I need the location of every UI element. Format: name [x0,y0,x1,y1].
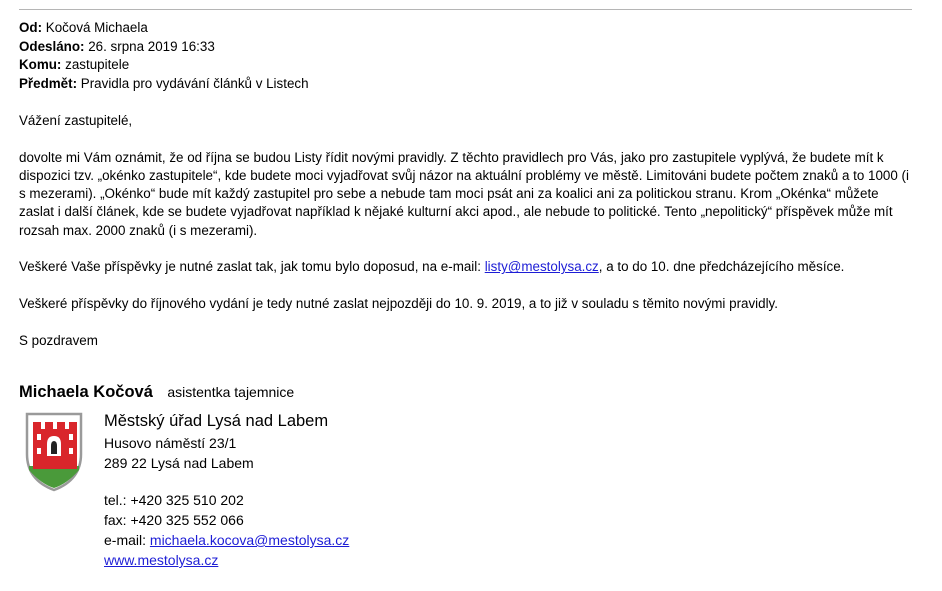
sent-label: Odesláno: [19,38,85,54]
contact-spacer [104,473,349,490]
header-divider [19,9,912,10]
from-label: Od: [19,20,43,35]
closing: S pozdravem [19,332,98,348]
website-line [104,550,349,570]
to-label: Komu: [19,57,62,72]
signature-name: Michaela Kočová [19,383,153,401]
to-row [19,56,309,75]
coat-of-arms-icon [23,410,85,492]
subject-value: Pravidla pro vydávání článků v Listech [80,75,309,91]
greeting: Vážení zastupitelé, [19,113,133,128]
submission-text-after: , a to do 10. dne předcházejícího měsíce. [598,259,845,275]
body-paragraph-rules: dovolte mi Vám oznámit, že od října se budou Listy řídit novými pravidly. Z těchto pravidlech pro Vás, jako pro zastupitele vyplývá, že budete mít k dispozici tzv. „okénko zastupitele“, kde budete moci vyjadřovat svůj názor na aktuální problémy ve městě. Limitováni budete počtem znaků a to 1000 (i s mezerami). „Okénko“ bude mít každý zastupitel pro sebe a nebude tam moci psát ani za koalici ani za politickou stranu. Krom „Okénka“ můžete zaslat i další článek, kde se budete vyjadřovat například k nějaké kulturní akci apod., ale nebude to politické. Tento „nepolitický“ příspěvek může mít rozsah max. 2000 znaků (i s mezerami). [19,149,909,238]
phone-line: tel.: +420 325 510 202 [104,492,244,508]
address-line-1: Husovo náměstí 23/1 [104,435,237,451]
signature-contact-block [104,410,349,570]
from-value: Kočová Michaela [45,20,148,35]
sent-value: 26. srpna 2019 16:33 [88,38,215,54]
body-paragraph-submission [19,258,912,276]
subject-label: Předmět: [19,75,78,91]
subject-row [19,75,309,94]
email-body [19,112,912,368]
fax-line: fax: +420 325 552 066 [104,512,244,528]
address-line-2: 289 22 Lysá nad Labem [104,455,254,471]
listy-email-link[interactable]: listy@mestolysa.cz [484,259,599,275]
email-label: e-mail: [104,532,150,548]
to-value: zastupitele [65,57,130,72]
submission-text-before: Veškeré Vaše příspěvky je nutné zaslat tak, jak tomu bylo doposud, na e-mail: [19,259,485,275]
body-paragraph-deadline: Veškeré příspěvky do říjnového vydání je tedy nutné zaslat nejpozději do 10. 9. 2019, a to již v souladu s těmito novými pravidly. [19,295,778,311]
sent-row [19,38,309,57]
signature-name-line [19,383,294,402]
organization-name: Městský úřad Lysá nad Labem [104,412,329,430]
email-header [19,19,309,93]
from-row [19,19,309,38]
email-line [104,530,349,550]
signature-email-link[interactable]: michaela.kocova@mestolysa.cz [149,532,350,548]
website-link[interactable]: www.mestolysa.cz [104,552,219,568]
signature-role: asistentka tajemnice [167,384,295,400]
